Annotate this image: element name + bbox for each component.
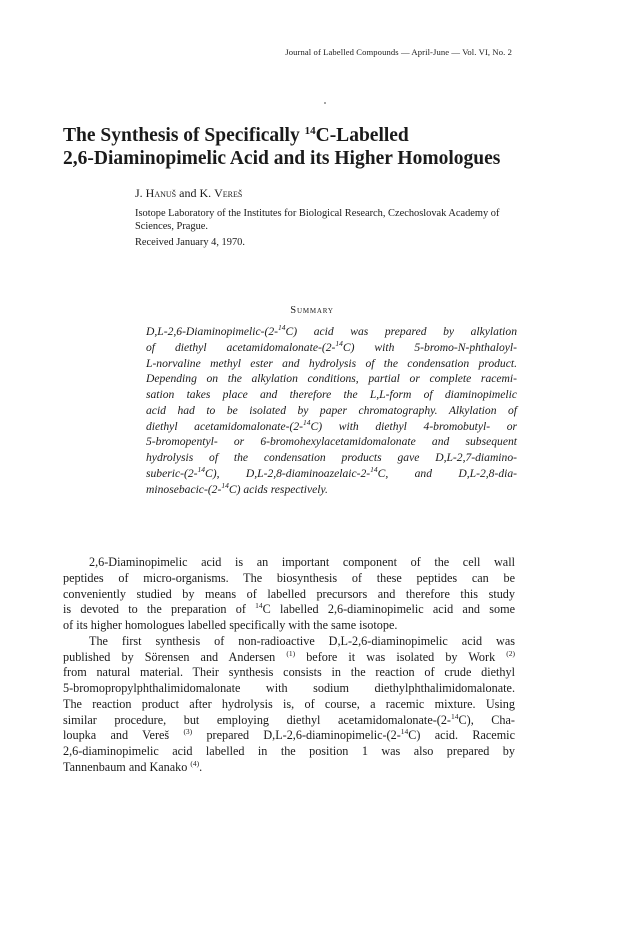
summary-line [146,482,517,498]
summary-abstract [146,324,517,497]
running-head: Journal of Labelled Compounds — April-June — Vol. VI, No. 2 [285,47,512,57]
text-run: of diethyl acetamidomalonate-(2- [146,340,336,354]
text-run: The reaction product after hydrolysis is, of course, a racemic mixture. Using [63,696,515,711]
superscript: (2) [506,648,516,658]
summary-line [146,466,517,482]
superscript: (3) [183,727,193,737]
text-run: acid had to be isolated by paper chromatography. Alkylation of [146,403,517,417]
text-run: 5-bromopentyl- or 6-bromohexylacetamidomalonate and subsequent [146,435,517,449]
author-conjunction: and [176,186,200,200]
body-p1-line [63,555,515,571]
text-run: prepared D,L-2,6-diaminopimelic-(2- [192,728,401,743]
summary-heading: Summary [290,305,334,316]
superscript: (4) [190,758,200,768]
author-2-name: Vereš [214,186,243,200]
text-run: C), D,L-2,8-diaminoazelaic-2- [205,466,371,480]
author-1-initial: J. [135,186,146,200]
text-run: hydrolysis of the condensation products gave D,L-2,7-diamino- [146,451,517,464]
body-p2-line [63,713,515,729]
text-run: C) with 5-bromo-N-phthaloyl- [342,340,517,354]
text-run: from natural material. Their synthesis consists in the reaction of crude diethyl [63,665,515,680]
text-run: C) acids respectively. [228,482,328,496]
superscript: 14 [451,711,459,721]
text-run: . [199,759,203,774]
author-list [135,186,242,201]
body-p2-line [63,760,515,776]
text-run: D,L-2,6-Diaminopimelic-(2- [146,325,279,338]
summary-line [146,371,517,387]
text-run: is devoted to the preparation of [63,602,256,617]
received-date: Received January 4, 1970. [135,237,245,248]
text-run: minosebacic-(2- [146,482,222,496]
superscript: 14 [303,417,311,427]
body-text [63,555,515,776]
text-run: C), Cha- [458,712,515,727]
superscript: 14 [278,323,286,332]
superscript: 14 [197,464,206,474]
text-run: C labelled 2,6-diaminopimelic acid and some [262,602,515,617]
text-run: The first synthesis of non-radioactive D,L-2,6-diaminopimelic acid was [89,633,515,648]
text-run: suberic-(2- [146,466,198,480]
summary-line [146,434,517,450]
text-run: C) acid. Racemic [408,728,515,743]
text-run: peptides of micro-organisms. The biosynthesis of these peptides can be [63,570,515,585]
body-p2-line [63,697,515,713]
superscript: (1) [286,648,296,658]
text-run: before it was isolated by Work [295,649,507,664]
text-run: similar procedure, but employing diethyl acetamidomalonate-(2- [63,712,451,727]
text-run: Depending on the alkylation conditions, partial or complete racemi- [146,372,517,386]
summary-line [146,403,517,419]
text-run: 2,6-diaminopimelic acid labelled in the position 1 was also prepared by [63,744,515,758]
text-run: C) with diethyl 4-bromobutyl- or [310,419,518,433]
text-run: 2,6-Diaminopimelic acid is an important component of the cell wall [89,555,515,569]
summary-line [146,419,517,435]
body-p1-line [63,571,515,587]
text-run: loupka and Vereš [63,728,184,743]
text-run: C) acid was prepared by alkylation [285,325,517,338]
body-p1-line [63,587,515,603]
text-run: 5-bromopropylphthalimidomalonate with sodium diethylphthalimidomalonate. [63,681,515,695]
paper-title [63,124,563,170]
body-p1-line [63,602,515,618]
text-run: C, and D,L-2,8-dia- [377,466,517,480]
text-run: L-norvaline methyl ester and hydrolysis of the condensation product. [146,356,517,370]
superscript: 14 [400,727,409,737]
superscript: 14 [221,480,229,490]
scan-speck [324,102,326,104]
paragraph-2 [63,634,515,776]
author-1-name: Hanuš [145,186,177,200]
summary-line [146,387,517,403]
body-p2-line [63,681,515,697]
text-run: published by Sörensen and Andersen [63,649,287,664]
summary-line [146,450,517,466]
superscript: 14 [255,601,263,611]
text-run: conveniently studied by means of labelled precursors and therefore this study [63,586,515,601]
text-run: of its higher homologues labelled specifically with the same isotope. [63,618,398,632]
affiliation: Isotope Laboratory of the Institutes for Biological Research, Czechoslovak Academy of Sciences, Prague. [135,208,500,233]
author-2-initial: K. [199,186,215,200]
body-p2-line [63,650,515,666]
body-p2-line [63,665,515,681]
superscript: 14 [370,464,378,474]
body-p2-line [63,744,515,760]
title-line-2: 2,6-Diaminopimelic Acid and its Higher Homologues [63,148,501,169]
body-p2-line [63,634,515,650]
superscript: 14 [335,338,343,348]
text-run: sation takes place and therefore the L,L-form of diaminopimelic [146,388,517,401]
summary-line [146,340,517,356]
summary-line [146,324,517,340]
text-run: diethyl acetamidomalonate-(2- [146,419,304,433]
text-run: Tannenbaum and Kanako [63,759,191,774]
paragraph-1 [63,555,515,634]
body-p1-line [63,618,515,634]
summary-line [146,356,517,372]
body-p2-line [63,728,515,744]
title-line-1: The Synthesis of Specifically $^{14}$C-Labelled [63,125,409,146]
